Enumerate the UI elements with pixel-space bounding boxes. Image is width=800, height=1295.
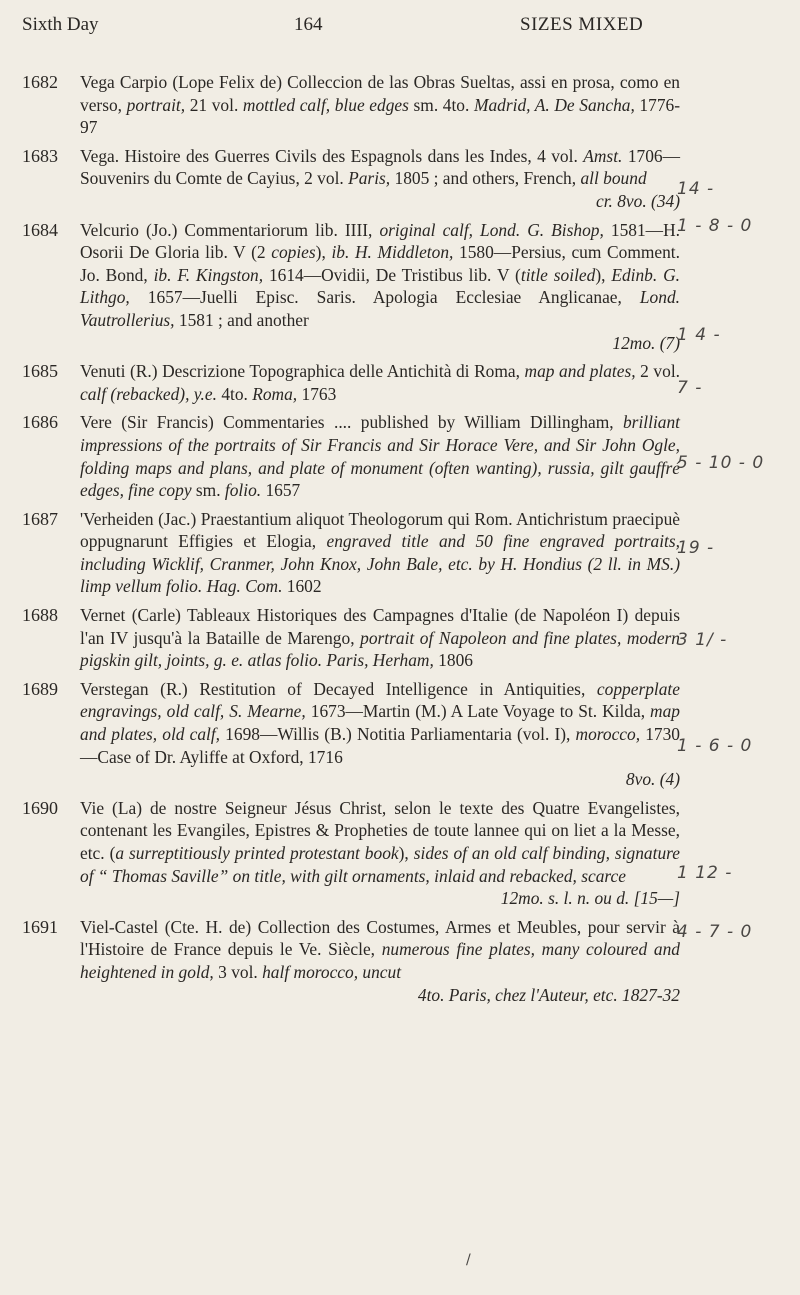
lot-number: 1685 bbox=[22, 361, 58, 382]
lot-format: 12mo. (7) bbox=[612, 332, 680, 353]
price-annotation: 3 1/ - bbox=[677, 630, 728, 651]
price-annotation: 19 - bbox=[677, 537, 715, 558]
description-text: 1581 ; and another bbox=[174, 309, 309, 330]
lot-number: 1683 bbox=[22, 145, 58, 166]
description-italic: ib. F. Kingston, bbox=[153, 264, 264, 285]
description-text: Vernet (Carle) Tableaux Historiques des Campagnes d'Italie (de Napoléon I) depuis l'an IV jusqu'à la Bataille de Marengo, bbox=[80, 605, 680, 648]
description-italic: brilliant impressions of the portraits of Sir Francis and Sir Horace Vere, and Sir John Ogle, folding maps and plans, and plate of monument (often wanting), russia, gilt gauffré edges, fine copy bbox=[80, 412, 680, 501]
description-italic: Paris, Herham, bbox=[326, 650, 434, 671]
description-italic: calf (rebacked), y.e. bbox=[80, 383, 217, 404]
description-italic: half morocco, uncut bbox=[262, 961, 402, 982]
description-italic: Edinb. G. Lithgo, bbox=[80, 264, 680, 308]
description-italic: engraved title and 50 fine engraved portraits, including Wicklif, Cranmer, John Knox, John Bale, etc. by H. Hondius (2 ll. in MS.) limp vellum bbox=[80, 531, 681, 597]
description-italic: copies bbox=[271, 242, 316, 263]
description-italic: map and plates, old calf, bbox=[80, 701, 680, 745]
lot-number: 1684 bbox=[22, 219, 58, 240]
description-italic: all bound bbox=[580, 168, 647, 189]
description-italic: Hag. Com. bbox=[206, 576, 283, 597]
description-text: 1614—Ovidii, De Tristibus lib. V ( bbox=[263, 264, 521, 285]
description-italic: atlas folio. bbox=[247, 650, 323, 671]
price-annotation: 1 - 8 - 0 bbox=[677, 216, 753, 236]
description-italic: numerous fine plates, many coloured and heightened in gold, bbox=[80, 939, 680, 982]
description-italic: a surreptitiously printed protestant book bbox=[115, 843, 399, 863]
description-italic: copperplate engravings, old calf, S. Mearne, bbox=[80, 678, 680, 722]
description-italic: original calf, Lond. G. Bishop, bbox=[379, 219, 604, 240]
description-text: 1580—Persius, cum Comment. Jo. Bond, bbox=[80, 242, 680, 285]
lot-description bbox=[80, 219, 680, 355]
header-section: SIZES MIXED bbox=[520, 14, 644, 35]
description-italic: Amst. bbox=[583, 145, 623, 166]
header-day: Sixth Day bbox=[22, 14, 99, 35]
description-text: ), bbox=[398, 843, 414, 863]
description-text: 1730—Case of Dr. Ayliffe at Oxford, 1716 bbox=[80, 724, 680, 767]
description-italic: Madrid, A. De Sancha, bbox=[473, 94, 635, 115]
description-text: 21 vol. bbox=[185, 94, 243, 115]
description-text: 1581—H. Osorii De Gloria lib. V (2 bbox=[80, 219, 680, 263]
description-text: sm. 4to. bbox=[408, 94, 474, 115]
description-text: 3 vol. bbox=[213, 961, 263, 982]
price-annotation: 1 4 - bbox=[677, 324, 721, 345]
lot-description bbox=[80, 145, 680, 213]
description-italic: Roma, bbox=[252, 383, 298, 404]
description-italic: map and plates, bbox=[524, 361, 636, 382]
description-text: 4to. bbox=[216, 383, 253, 404]
lot-entry bbox=[22, 678, 782, 791]
price-annotation: 1 12 - bbox=[677, 862, 733, 883]
lot-number: 1687 bbox=[22, 508, 58, 529]
description-text: Velcurio (Jo.) Commentariorum lib. IIII, bbox=[80, 219, 380, 240]
price-annotation: 4 - 7 - 0 bbox=[677, 921, 753, 942]
lot-entry bbox=[22, 219, 782, 355]
description-text: Venuti (R.) Descrizione Topographica delle Antichità di Roma, bbox=[80, 361, 525, 382]
description-text: 1763 bbox=[297, 383, 337, 404]
description-text: 1776-97 bbox=[80, 94, 680, 138]
lot-description bbox=[80, 797, 680, 910]
lot-entry bbox=[22, 411, 782, 501]
description-text: Viel-Castel (Cte. H. de) Collection des Costumes, Armes et Meubles, pour servir à l'Histoire de France depuis le Ve. Siècle, bbox=[80, 916, 680, 960]
description-italic: portrait of Napoleon and fine plates, modern pigskin gilt, joints, g. e. bbox=[80, 627, 680, 671]
price-annotation: 14 - bbox=[677, 178, 715, 199]
lot-format: cr. 8vo. (34) bbox=[595, 190, 680, 211]
lot-entry bbox=[22, 360, 782, 405]
description-italic: portrait, bbox=[126, 94, 186, 115]
description-text: 1706—Souvenirs du Comte de Cayius, 2 vol. bbox=[80, 145, 680, 189]
description-italic: mottled calf, blue edges bbox=[242, 94, 409, 115]
description-text: sm. bbox=[191, 480, 225, 501]
description-italic: folio. bbox=[165, 576, 203, 597]
description-text: 1698—Willis (B.) Notitia Parliamentaria (vol. I), bbox=[220, 724, 576, 745]
description-text: Vie (La) de nostre Seigneur Jésus Christ, selon le texte des Quatre Evangelistes, contenant les Evangiles, Epistres & Propheties de toute lannee qui on liet a la Messe, etc. ( bbox=[80, 797, 680, 863]
price-annotation: 5 - 10 - 0 bbox=[677, 453, 765, 474]
lot-number: 1688 bbox=[22, 605, 58, 626]
lot-number: 1691 bbox=[22, 916, 58, 937]
description-italic: sides of an old calf binding, signature of “ Thomas Saville” on title, with gilt ornaments, inlaid and rebacked, scarce bbox=[80, 843, 680, 886]
description-text: 1657—Juelli Episc. Saris. Apologia Ecclesiae Anglicanae, bbox=[129, 287, 640, 308]
lot-entry bbox=[22, 604, 782, 672]
lot-description bbox=[80, 916, 680, 1006]
lot-entry bbox=[22, 916, 782, 1006]
lot-number: 1682 bbox=[22, 72, 58, 92]
lot-description bbox=[80, 508, 680, 598]
description-text: 1673—Martin (M.) A Late Voyage to St. Kilda, bbox=[305, 701, 651, 722]
description-text: 1657 bbox=[261, 480, 301, 501]
lot-description bbox=[80, 71, 680, 139]
description-italic: title soiled bbox=[520, 264, 596, 285]
description-text: 1602 bbox=[282, 576, 322, 597]
description-text: ), bbox=[315, 242, 332, 263]
description-text: 2 vol. bbox=[635, 361, 680, 382]
description-italic: ib. H. Middleton, bbox=[331, 242, 454, 263]
price-annotation: 7 - bbox=[677, 378, 703, 399]
description-text: 1806 bbox=[433, 650, 473, 671]
lot-description bbox=[80, 604, 680, 672]
lot-number: 1690 bbox=[22, 797, 58, 818]
description-italic: folio. bbox=[224, 480, 262, 501]
lot-format: 12mo. s. l. n. ou d. [15—] bbox=[500, 888, 680, 909]
lot-description bbox=[80, 678, 680, 791]
lot-number: 1689 bbox=[22, 678, 58, 699]
description-text: Vega Carpio (Lope Felix de) Colleccion de las Obras Sueltas, assi en prosa, como en verso, bbox=[80, 72, 680, 115]
lot-number: 1686 bbox=[22, 412, 58, 433]
lot-format: 4to. Paris, chez l'Auteur, etc. 1827-32 bbox=[417, 984, 680, 1005]
page-number: 164 bbox=[294, 14, 323, 35]
lot-format: 8vo. (4) bbox=[625, 769, 680, 790]
lot-description bbox=[80, 360, 680, 405]
stray-pencil-mark: / bbox=[466, 1252, 471, 1268]
running-header bbox=[22, 14, 762, 40]
description-text: Vega. Histoire des Guerres Civils des Espagnols dans les Indes, 4 vol. bbox=[80, 145, 584, 166]
description-text: Verstegan (R.) Restitution of Decayed Intelligence in Antiquities, bbox=[80, 678, 597, 699]
description-italic: Paris, bbox=[348, 168, 391, 189]
description-italic: morocco, bbox=[575, 724, 641, 745]
description-text: ), bbox=[595, 264, 612, 285]
price-annotation: 1 - 6 - 0 bbox=[677, 735, 753, 756]
lot-entry bbox=[22, 797, 782, 910]
catalogue-entries bbox=[22, 71, 782, 1012]
lot-description bbox=[80, 411, 680, 501]
lot-entry bbox=[22, 508, 782, 598]
description-text: Vere (Sir Francis) Commentaries .... published by William Dillingham, bbox=[80, 412, 623, 433]
description-text: 1805 ; and others, French, bbox=[390, 168, 581, 189]
description-text: 'Verheiden (Jac.) Praestantium aliquot Theologorum qui Rom. Antichristum praecipuè oppugnarunt Effigies et Elogia, bbox=[80, 508, 680, 552]
description-italic: Lond. Vautrollerius, bbox=[80, 287, 680, 330]
lot-entry bbox=[22, 145, 782, 213]
